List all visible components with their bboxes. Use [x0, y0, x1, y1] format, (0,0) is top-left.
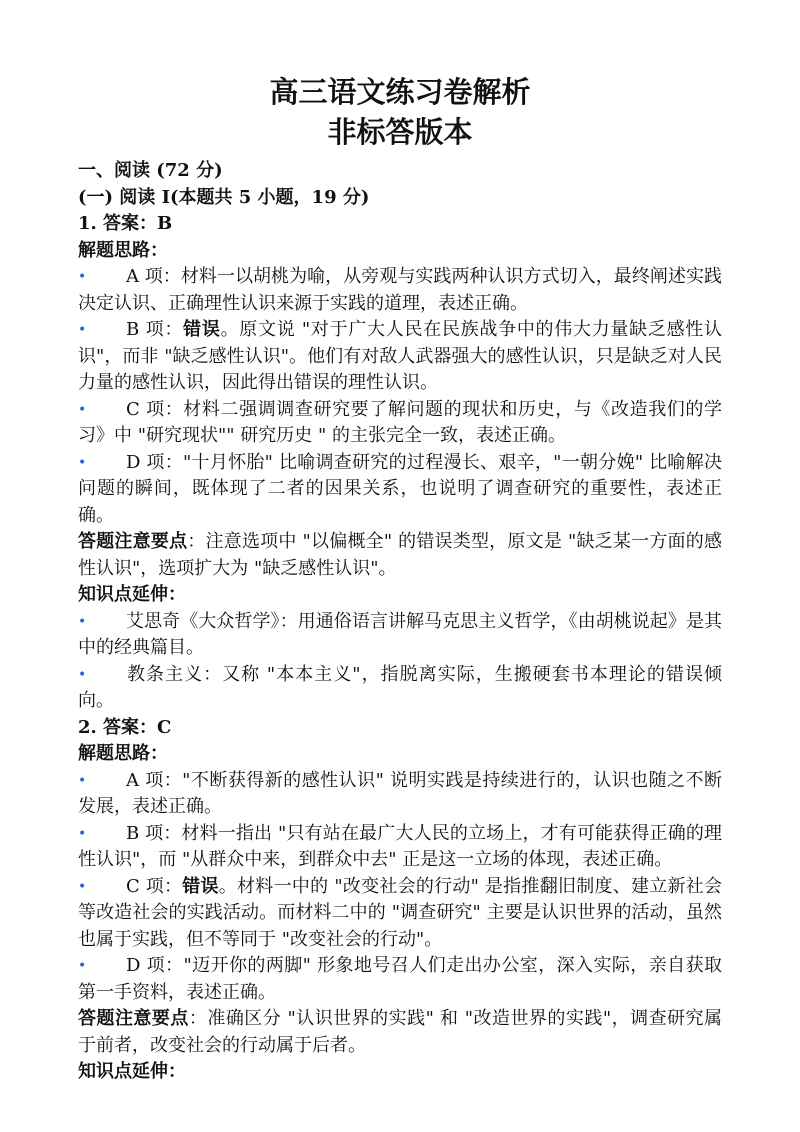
bullet-icon: •	[78, 613, 87, 630]
q1-item-c-text: 材料二强调调查研究要了解问题的现状和历史，与《改造我们的学习》中 "研究现状"" 研究历史 " 的主张完全一致，表述正确。	[78, 398, 723, 446]
q2-extension-label: 知识点延伸：	[78, 1061, 186, 1082]
q2-item-b-prefix: B 项：	[126, 822, 182, 844]
q1-extension-2	[78, 662, 722, 715]
q2-item-d-text: "迈开你的两脚" 形象地号召人们走出办公室，深入实际，亲自获取第一手资料，表述正确。	[78, 955, 723, 1003]
q1-item-b-prefix: B 项：	[126, 319, 184, 340]
q1-item-a	[78, 264, 722, 317]
document-title: 高三语文练习卷解析	[269, 75, 531, 109]
q2-thinking-label: 解题思路：	[78, 743, 168, 764]
q2-item-d-prefix: D 项：	[126, 955, 184, 976]
q2-item-b	[78, 821, 722, 874]
q2-answer: 2. 答案：C	[78, 716, 172, 738]
q2-item-a-text: "不断获得新的感性认识" 说明实践是持续进行的，认识也随之不断发展，表述正确。	[78, 769, 722, 817]
q1-item-b-text: 。原文说 "对于广大人民在民族战争中的伟大力量缺乏感性认识"，而非 "缺乏感性认识"。他们有对敌人武器强大的感性认识，只是缺乏对人民力量的感性认识，因此得出错误的理性认识。	[78, 319, 723, 393]
q1-item-d-text: "十月怀胎" 比喻调查研究的过程漫长、艰辛，"一朝分娩" 比喻解决问题的瞬间，既体现了二者的因果关系，也说明了调查研究的重要性，表述正确。	[78, 451, 722, 526]
q2-notes-label: 答题注意要点	[78, 1008, 189, 1029]
q1-item-c	[78, 397, 722, 450]
q1-extension-2-text: 教条主义：又称 "本本主义"，指脱离实际，生搬硬套书本理论的错误倾向。	[78, 663, 722, 711]
q1-extension-1-text: 艾思奇《大众哲学》：用通俗语言讲解马克思主义哲学，《由胡桃说起》是其中的经典篇目。	[78, 610, 722, 658]
bullet-icon: •	[78, 772, 87, 789]
document-subtitle: 非标答版本	[327, 115, 473, 149]
q1-extension-label: 知识点延伸：	[78, 584, 186, 605]
bullet-icon: •	[78, 454, 87, 471]
q2-item-a	[78, 768, 722, 821]
q2-item-b-text: 材料一指出 "只有站在最广大人民的立场上，才有可能获得正确的理性认识"，而 "从群众中来，到群众中去" 正是这一立场的体现，表述正确。	[78, 822, 723, 870]
bullet-icon: •	[78, 666, 87, 683]
q2-item-c-text: 。材料一中的 "改变社会的行动" 是指推翻旧制度、建立新社会等改造社会的实践活动。而材料二中的 "调查研究" 主要是认识世界的活动，虽然也属于实践，但不等同于 "改变社会的行动"。	[78, 875, 723, 950]
bullet-icon: •	[78, 878, 87, 895]
q2-item-c-prefix: C 项：	[126, 875, 183, 897]
q2-item-c	[78, 874, 722, 954]
q1-item-a-text: A 项：材料一以胡桃为喻，从旁观与实践两种认识方式切入，最终阐述实践决定认识、正确理性认识来源于实践的道理，表述正确。	[78, 266, 722, 314]
q1-item-d-prefix: D 项：	[126, 451, 183, 473]
bullet-icon: •	[78, 958, 87, 974]
q2-item-a-prefix: A 项：	[126, 769, 183, 791]
q2-notes	[78, 1006, 722, 1059]
q1-item-b	[78, 317, 722, 397]
bullet-icon: •	[78, 269, 87, 285]
q1-answer: 1. 答案：B	[78, 213, 173, 234]
bullet-icon: •	[78, 322, 87, 338]
q1-item-d	[78, 450, 722, 530]
q1-item-b-bold: 错误	[183, 319, 221, 340]
q1-item-c-prefix: C 项：	[126, 398, 184, 420]
q1-notes	[78, 529, 722, 582]
subsection-heading: (一) 阅读 I(本题共 5 小题，19 分)	[78, 186, 370, 208]
section-heading: 一、阅读 (72 分)	[78, 160, 223, 181]
q1-notes-label: 答题注意要点	[78, 531, 188, 552]
q2-item-c-bold: 错误	[182, 875, 219, 897]
q2-item-d	[78, 953, 722, 1006]
bullet-icon: •	[78, 825, 87, 842]
q1-thinking-label: 解题思路：	[78, 239, 168, 261]
q1-extension-1	[78, 609, 722, 662]
q1-notes-text: ：注意选项中 "以偏概全" 的错误类型，原文是 "缺乏某一方面的感性认识"，选项扩大为 "缺乏感性认识"。	[78, 531, 722, 579]
bullet-icon: •	[78, 401, 87, 418]
q2-notes-text: ：准确区分 "认识世界的实践" 和 "改造世界的实践"，调查研究属于前者，改变社会的行动属于后者。	[78, 1008, 722, 1056]
